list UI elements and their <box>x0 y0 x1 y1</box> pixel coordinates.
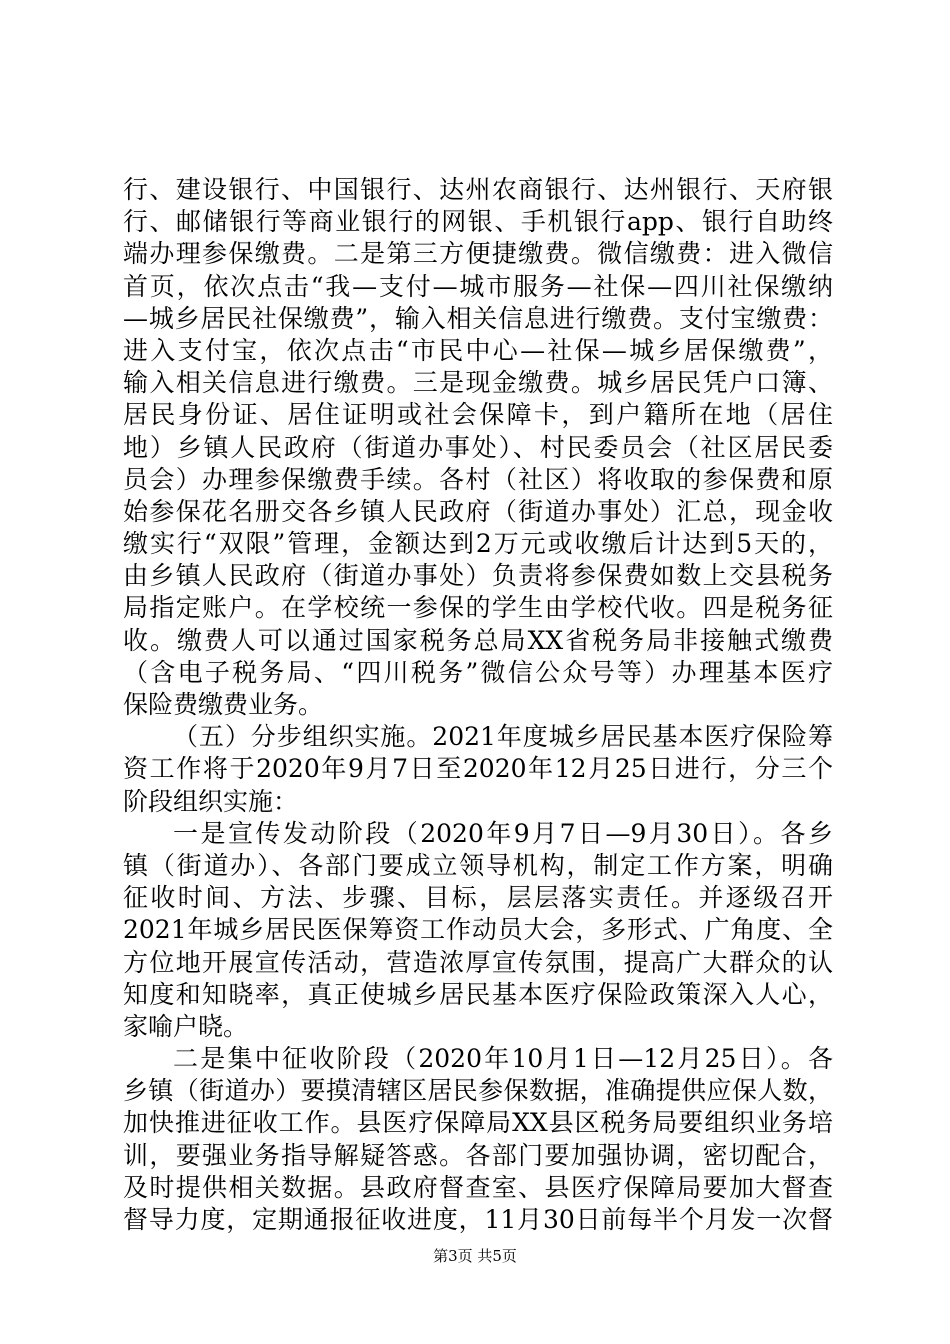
text-line: 居民身份证、居住证明或社会保障卡，到户籍所在地（居住 <box>123 400 833 430</box>
text-line: 及时提供相关数据。县政府督查室、县医疗保障局要加大督查 <box>123 1172 833 1202</box>
text-line: （五）分步组织实施。2021年度城乡居民基本医疗保险筹 <box>173 722 833 752</box>
text-line: 局指定账户。在学校统一参保的学生由学校代收。四是税务征 <box>123 593 833 623</box>
text-line: 行、建设银行、中国银行、达州农商银行、达州银行、天府银 <box>123 175 833 204</box>
text-line: （含电子税务局、“四川税务”微信公众号等）办理基本医疗 <box>123 657 833 687</box>
text-line: 保险费缴费业务。 <box>123 690 324 719</box>
text-line: 督导力度，定期通报征收进度，11月30日前每半个月发一次督 <box>123 1205 833 1234</box>
text-line: 镇（街道办）、各部门要成立领导机构，制定工作方案，明确 <box>123 850 833 880</box>
text-line: 资工作将于2020年9月7日至2020年12月25日进行，分三个 <box>123 754 833 784</box>
text-line: 知度和知晓率，真正使城乡居民基本医疗保险政策深入人心， <box>123 979 833 1009</box>
text-line: 由乡镇人民政府（街道办事处）负责将参保费如数上交县税务 <box>123 561 833 591</box>
text-line: 方位地开展宣传活动，营造浓厚宣传氛围，提高广大群众的认 <box>123 947 833 977</box>
text-line: —城乡居民社保缴费”，输入相关信息进行缴费。支付宝缴费： <box>123 303 833 333</box>
text-line: 训，要强业务指导解疑答惑。各部门要加强协调，密切配合， <box>123 1140 833 1170</box>
text-line: 员会）办理参保缴费手续。各村（社区）将收取的参保费和原 <box>123 464 833 494</box>
text-line: 收。缴费人可以通过国家税务总局XX省税务局非接触式缴费 <box>123 625 833 655</box>
text-line: 输入相关信息进行缴费。三是现金缴费。城乡居民凭户口簿、 <box>123 368 833 398</box>
text-line: 二是集中征收阶段（2020年10月1日—12月25日）。各 <box>173 1044 833 1074</box>
text-line: 2021年城乡居民医保筹资工作动员大会，多形式、广角度、全 <box>123 915 833 945</box>
text-line: 首页，依次点击“我—支付—城市服务—社保—四川社保缴纳 <box>123 271 833 301</box>
text-line: 行、邮储银行等商业银行的网银、手机银行app、银行自助终 <box>123 207 833 237</box>
text-line: 家喻户晓。 <box>123 1011 249 1041</box>
text-line: 阶段组织实施： <box>123 786 299 816</box>
text-line: 始参保花名册交各乡镇人民政府（街道办事处）汇总，现金收 <box>123 496 833 526</box>
text-line: 端办理参保缴费。二是第三方便捷缴费。微信缴费：进入微信 <box>123 239 833 269</box>
text-line: 进入支付宝，依次点击“市民中心—社保—城乡居保缴费”， <box>123 335 833 365</box>
text-line: 加快推进征收工作。县医疗保障局XX县区税务局要组织业务培 <box>123 1108 833 1138</box>
text-line: 地）乡镇人民政府（街道办事处）、村民委员会（社区居民委 <box>123 432 833 462</box>
body-text <box>123 174 833 1236</box>
text-line: 征收时间、方法、步骤、目标，层层落实责任。并逐级召开 <box>123 883 833 913</box>
text-line: 乡镇（街道办）要摸清辖区居民参保数据，准确提供应保人数， <box>123 1076 833 1106</box>
page-footer: 第3页 共5页 <box>433 1247 517 1265</box>
text-line: 一是宣传发动阶段（2020年9月7日—9月30日）。各乡 <box>173 818 833 848</box>
text-line: 缴实行“双限”管理，金额达到2万元或收缴后计达到5天的， <box>123 529 833 559</box>
